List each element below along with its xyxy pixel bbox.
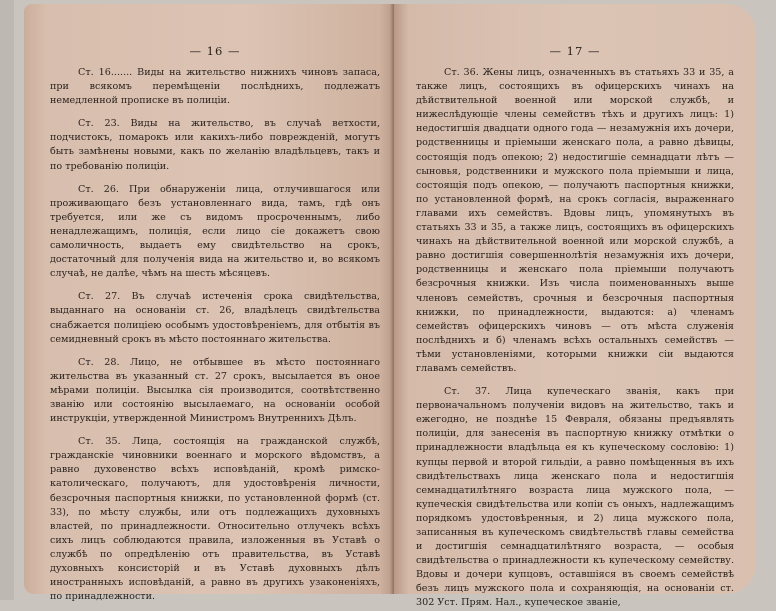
paragraph-st27: Ст. 27. Въ случаѣ истеченiя срока свидѣтельства, выданнаго на основанiи ст. 26, владѣлецъ свидѣтельства снабжается полицiею особымъ удостовѣренiемъ, для отбытiя въ семидневный срокъ въ мѣсто постояннаго жительства. — [50, 291, 380, 345]
paragraph-st35: Ст. 35. Лица, состоящiя на гражданской службѣ, гражданскiе чиновники военнаго и морского вѣдомствъ, а равно духовенство всѣхъ исповѣданiй, кромѣ римско-католическаго, получаютъ, для удостовѣренiя личности, безсрочныя паспортныя книжки, по установленной формѣ (ст. 33), по мѣсту службы, или отъ подлежащихъ духовныхъ властей, по принадлежности. Относительно отлучекъ всѣхъ сихъ лицъ соблюдаются правила, изложенныя въ Уставѣ о службѣ по опредѣленiю отъ правительства, въ Уставѣ духовныхъ консисторiй и въ Уставѣ духовныхъ дѣлъ иностранныхъ исповѣданiй, а равно въ другихъ узаконенiяхъ, по принадлежности. — [50, 436, 380, 603]
paragraph-st23: Ст. 23. Виды на жительство, въ случаѣ ветхости, подчистокъ, помарокъ или какихъ-либо поврежденiй, могутъ быть замѣнены новыми, какъ по желанiю владѣльцевъ, такъ и по требованiю полицiи. — [50, 118, 380, 172]
left-page-number: — 16 — — [189, 44, 241, 58]
right-page — [394, 4, 756, 609]
paragraph-st36: Ст. 36. Жены лицъ, означенныхъ въ статьяхъ 33 и 35, а также лицъ, состоящихъ въ офицерскихъ чинахъ на дѣйствительной военной или морской службѣ, и нижеслѣдующiе члены семействъ тѣхъ и другихъ лицъ: 1) недостигшiя двадцати одного года — незамужнiя ихъ дочери, родственницы и прiемыши женскаго пола, а равно дѣвицы, состоящiя подъ опекою; 2) недостигшiе семнадцати лѣтъ — сыновья, родственники и мужского пола прiемыши и лица, состоящiя подъ опекою, — получаютъ паспортныя книжки, по установленной формѣ, на срокъ согласiя, выраженнаго главами ихъ семействъ. Вдовы лицъ, упомянутыхъ въ статьяхъ 33 и 35, а также лицъ, состоящихъ въ офицерскихъ чинахъ на дѣйствительной военной или морской службѣ, а равно достигшiя совершеннолѣтiя незамужнiя ихъ дочери, родственницы и женскаго пола прiемыши получаютъ безсрочныя книжки. Изъ числа поименованныхъ выше членовъ семействъ, срочныя и безсрочныя паспортныя книжки, по принадлежности, выдаются: а) членамъ семействъ офицерскихъ чиновъ — отъ мѣста служенiя послѣднихъ и б) членамъ всѣхъ остальныхъ семействъ — тѣми установленiями, которыми книжки сiи выдаются главамъ семействъ. — [416, 67, 734, 374]
paragraph-st16: Ст. 16....... Виды на жительство нижнихъ чиновъ запаса, при всякомъ перемѣщенiи послѣднихъ, подлежатъ немедленной прописке въ полицiи. — [50, 67, 380, 107]
paragraph-st28: Ст. 28. Лицо, не отбывшее въ мѣсто постояннаго жительства въ указанный ст. 27 срокъ, высылается въ оное мѣрами полицiи. Высылка сiя производится, соотвѣтственно званiю или состоянiю высылаемаго, на основанiи особой инструкцiи, утвержденной Министромъ Внутреннихъ Дѣлъ. — [50, 356, 380, 425]
background-edge — [0, 0, 14, 600]
book-spread — [14, 4, 766, 609]
paragraph-st26: Ст. 26. При обнаруженiи лица, отлучившагося или проживающаго безъ установленнаго вида, тамъ, гдѣ онъ требуется, или же съ видомъ просроченнымъ, либо ненадлежащимъ, полицiя, если лицо сiе докажетъ свою самоличность, выдаетъ ему свидѣтельство на срокъ, достаточный для полученiя вида на жительство и, во всякомъ случаѣ, не далѣе, чѣмъ на шесть мѣсяцевъ. — [50, 183, 380, 280]
paragraph-st37: Ст. 37. Лица купеческаго званiя, какъ при первоначальномъ полученiи видовъ на жительство, такъ и ежегодно, не позднѣе 15 Февраля, обязаны предъявлять полицiи, для занесенiя въ паспортную книжку отмѣтки о принадлежности владѣльца ея къ купеческому сословiю: 1) купцы первой и второй гильдiи, а равно помѣщенныя въ ихъ свидѣтельствахъ лица женскаго пола и недостигшiя семнадцатилѣтняго возраста лица мужского пола, — купеческiя свидѣтельства или копiи съ оныхъ, надлежащимъ порядкомъ удостовѣренныя, и 2) лица мужского пола, записанныя въ купеческомъ свидѣтельствѣ главы семейства и достигшiя семнадцатилѣтняго возраста, — особыя свидѣтельства о принадлежности къ купеческому семейству. Вдовы и дочери купцовъ, оставшiяся въ своемъ семействѣ безъ лицъ мужского пола и сохраняющiя, на основанiи ст. 302 Уст. Прям. Нал., купеческое званiе, — [416, 386, 734, 609]
right-page-number: — 17 — — [549, 44, 601, 58]
left-page — [24, 4, 394, 603]
